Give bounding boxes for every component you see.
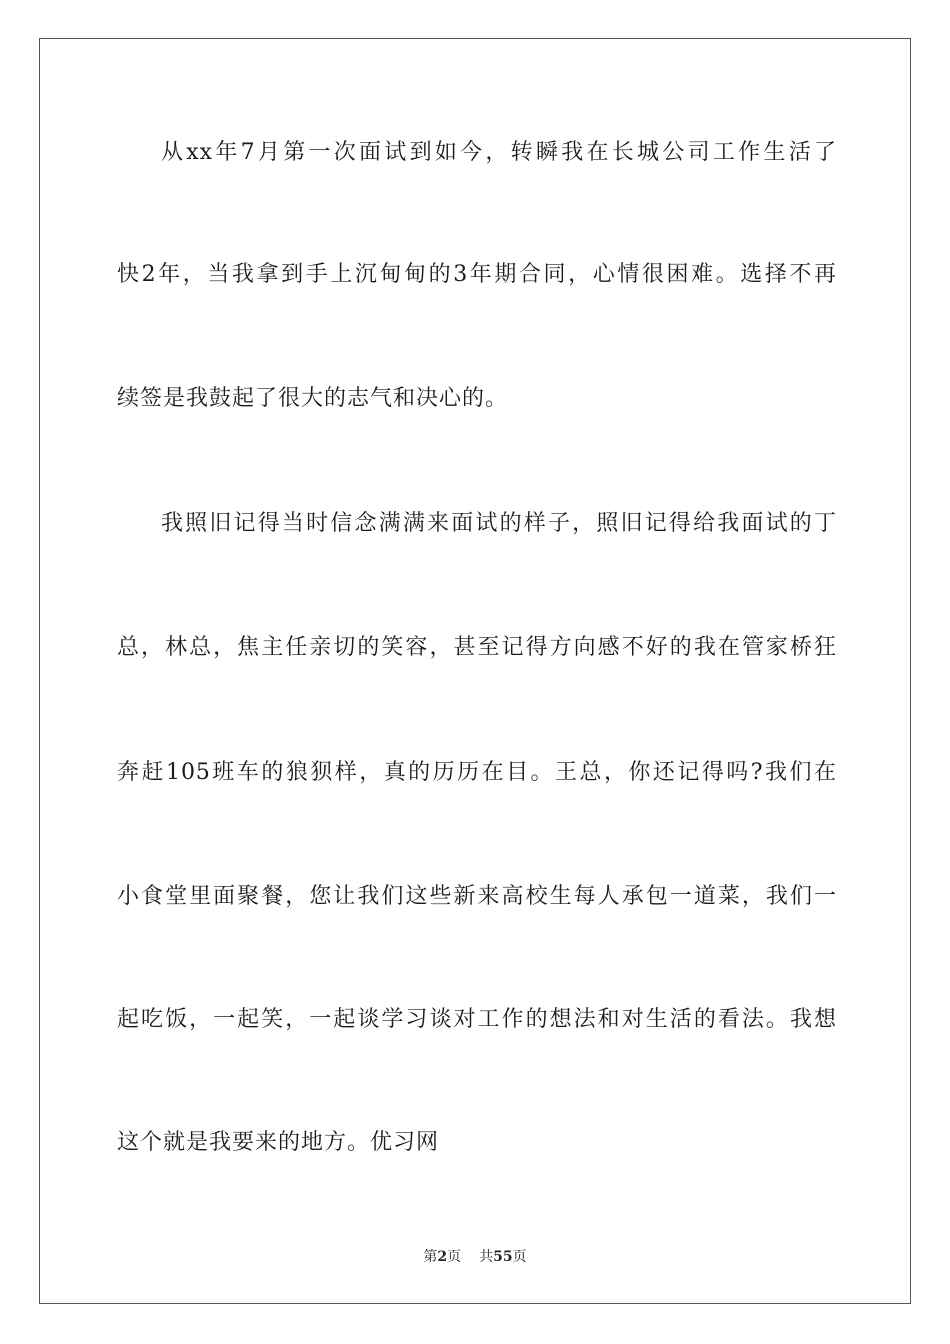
paragraph-2-line-2: 总，林总，焦主任亲切的笑容，甚至记得方向感不好的我在管家桥狂: [117, 635, 837, 660]
paragraph-1-line-3: 续签是我鼓起了很大的志气和决心的。: [117, 386, 509, 411]
paragraph-2-line-5: 起吃饭，一起笑，一起谈学习谈对工作的想法和对生活的看法。我想: [117, 1007, 837, 1032]
paragraph-1-line-1: 从xx年7月第一次面试到如今，转瞬我在长城公司工作生活了: [161, 140, 837, 165]
paragraph-2-line-4: 小食堂里面聚餐，您让我们这些新来高校生每人承包一道菜，我们一: [117, 884, 837, 909]
page-prefix: 第: [423, 1249, 438, 1265]
total-suffix: 页: [512, 1249, 527, 1265]
page-footer: [0, 1248, 950, 1266]
page-border: [39, 38, 911, 1304]
paragraph-1-line-2: 快2年，当我拿到手上沉甸甸的3年期合同，心情很困难。选择不再: [117, 262, 837, 287]
paragraph-2-line-3: 奔赶105班车的狼狈样，真的历历在目。王总，你还记得吗?我们在: [117, 760, 837, 785]
page-number: 2: [437, 1249, 448, 1265]
page-suffix: 页: [447, 1249, 462, 1265]
paragraph-2-line-6: 这个就是我要来的地方。优习网: [117, 1130, 440, 1155]
total-prefix: 共: [479, 1249, 494, 1265]
total-pages: 55: [493, 1249, 513, 1265]
paragraph-2-line-1: 我照旧记得当时信念满满来面试的样子，照旧记得给我面试的丁: [161, 511, 837, 536]
